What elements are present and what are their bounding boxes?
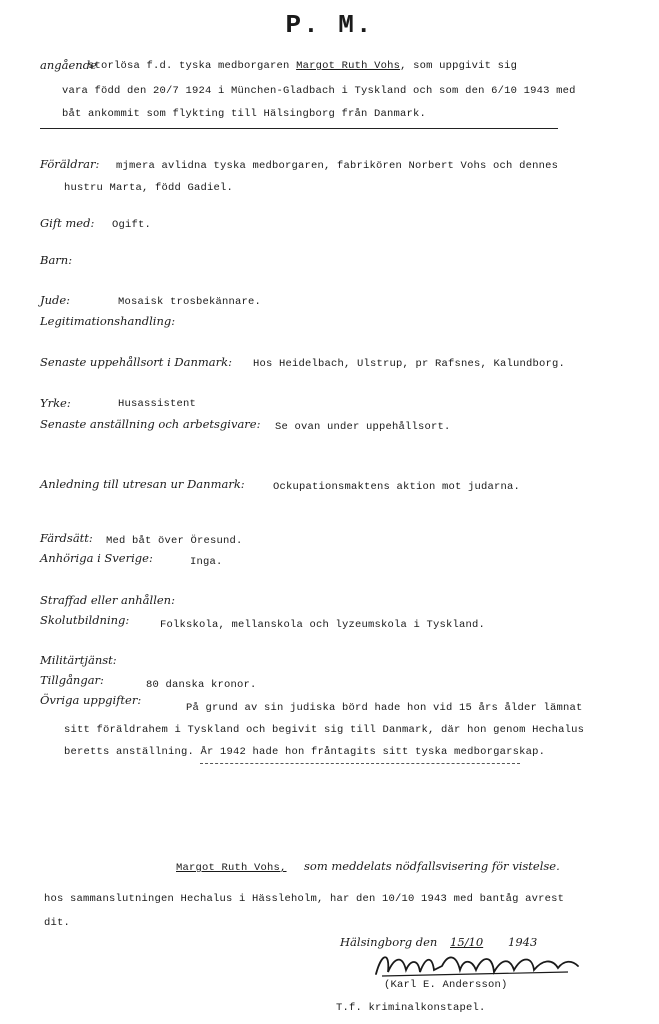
- gift-label: Gift med:: [40, 216, 95, 230]
- ovriga-value-line3: beretts anställning. År 1942 hade hon fråntagits sitt tyska medborgarskap.: [64, 746, 546, 758]
- tillgangar-value: 80 danska kronor.: [146, 679, 257, 691]
- anledning-label: Anledning till utresan ur Danmark:: [40, 477, 245, 491]
- foraldrar-label: Föräldrar:: [40, 157, 100, 171]
- foraldrar-value-line1: mjmera avlidna tyska medborgaren, fabrikören Norbert Vohs och dennes: [116, 160, 559, 172]
- header-line3: båt ankommit som flykting till Hälsingborg från Danmark.: [62, 108, 427, 120]
- header-line1-post: , som uppgivit sig: [400, 60, 518, 72]
- ovriga-label: Övriga uppgifter:: [40, 693, 142, 707]
- signer-title: T.f. kriminalkonstapel.: [336, 1002, 486, 1014]
- tillgangar-label: Tillgångar:: [40, 673, 104, 687]
- footer-statement: som meddelats nödfallsvisering för vistelse.: [304, 859, 560, 873]
- skolutbildning-label: Skolutbildning:: [40, 613, 130, 627]
- fardsatt-label: Färdsätt:: [40, 531, 93, 545]
- header-subject-name: Margot Ruth Vohs: [296, 60, 401, 72]
- barn-label: Barn:: [40, 253, 73, 267]
- anhoriga-label: Anhöriga i Sverige:: [40, 551, 153, 565]
- signer-name: (Karl E. Andersson): [384, 979, 508, 991]
- footer-line3: dit.: [44, 917, 71, 929]
- ovriga-value-line2: sitt föräldrahem i Tyskland och begivit sig till Danmark, där hon genom Hechalus: [64, 724, 585, 736]
- ovriga-value-line1: På grund av sin judiska börd hade hon vid 15 års ålder lämnat: [186, 702, 583, 714]
- header-label: angående: [40, 58, 97, 72]
- foraldrar-value-line2: hustru Marta, född Gadiel.: [64, 182, 234, 194]
- anhoriga-value: Inga.: [190, 556, 223, 568]
- militartjanst-label: Militärtjänst:: [40, 653, 117, 667]
- jude-label: Jude:: [40, 293, 71, 307]
- anledning-value: Ockupationsmaktens aktion mot judarna.: [273, 481, 521, 493]
- place-label: Hälsingborg den: [340, 935, 438, 949]
- jude-value: Mosaisk trosbekännare.: [118, 296, 262, 308]
- header-divider: [40, 128, 558, 129]
- uppehallsort-label: Senaste uppehållsort i Danmark:: [40, 355, 233, 369]
- fardsatt-value: Med båt över Öresund.: [106, 535, 243, 547]
- skolutbildning-value: Folkskola, mellanskola och lyzeumskola i Tyskland.: [160, 619, 486, 631]
- signature-date: 15/10: [450, 935, 484, 949]
- signature-year: 1943: [508, 935, 538, 949]
- footer-line2: hos sammanslutningen Hechalus i Hässleholm, har den 10/10 1943 med bantåg avrest: [44, 893, 565, 905]
- straffad-label: Straffad eller anhållen:: [40, 593, 175, 607]
- gift-value: Ogift.: [112, 219, 152, 231]
- footer-subject-name: Margot Ruth Vohs,: [176, 862, 287, 874]
- anstallning-value: Se ovan under uppehållsort.: [275, 421, 451, 433]
- uppehallsort-value: Hos Heidelbach, Ulstrup, pr Rafsnes, Kalundborg.: [253, 358, 566, 370]
- ovriga-underline: [200, 763, 520, 764]
- yrke-value: Husassistent: [118, 398, 197, 410]
- header-line1-pre: storlösa f.d. tyska medborgaren: [88, 60, 290, 72]
- header-line2: vara född den 20/7 1924 i München-Gladbach i Tyskland och som den 6/10 1943 med: [62, 85, 576, 97]
- page-title: P. M.: [285, 10, 374, 40]
- handwritten-signature: [372, 948, 582, 980]
- header-line1: [88, 60, 517, 72]
- anstallning-label: Senaste anställning och arbetsgivare:: [40, 417, 261, 431]
- legitimation-label: Legitimationshandling:: [40, 314, 176, 328]
- yrke-label: Yrke:: [40, 396, 71, 410]
